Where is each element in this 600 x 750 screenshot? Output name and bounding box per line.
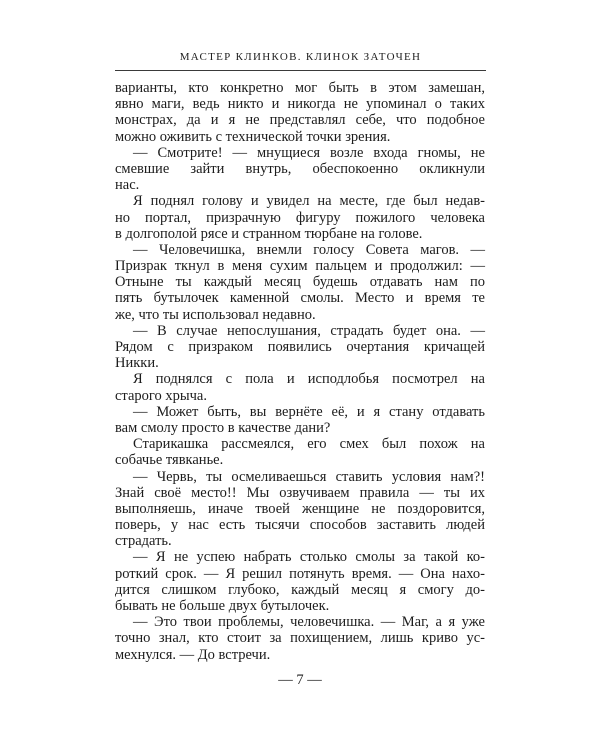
text-line: же, что ты использовал недавно. <box>115 306 316 323</box>
text-line: бывать не больше двух бутылочек. <box>115 598 330 614</box>
paragraph <box>115 614 485 663</box>
text-line: можно оживить с технической точки зрения. <box>115 128 391 145</box>
text-line: пять бутылочек каменной смолы. Место и время те <box>115 290 485 307</box>
paragraph <box>115 323 485 372</box>
text-line: — Червь, ты осмеливаешься ставить условия нам?! <box>133 468 485 485</box>
text-line: Я поднял голову и увидел на месте, где был недав- <box>133 193 485 210</box>
paragraph <box>115 145 485 194</box>
paragraph <box>115 469 485 550</box>
text-line: — В случае непослушания, страдать будет она. — <box>133 322 485 339</box>
header-rule <box>115 70 486 71</box>
text-line: в долгополой рясе и странном тюрбане на голове. <box>115 225 423 242</box>
text-line: — Я не успею набрать столько смолы за такой ко- <box>133 549 485 566</box>
text-line: Знай своё место!! Мы озвучиваем правила — ты их <box>115 484 485 501</box>
paragraph <box>115 549 485 614</box>
text-line: роткий срок. — Я решил потянуть время. — Она нахо- <box>115 565 485 582</box>
text-line: дится слишком глубоко, каждый месяц я смогу до- <box>115 581 485 598</box>
paragraph <box>115 80 485 145</box>
text-line: мехнулся. — До встречи. <box>115 646 271 663</box>
paragraph <box>115 193 485 242</box>
text-line: Призрак ткнул в меня сухим пальцем и продолжил: — <box>115 258 485 275</box>
text-line: — Может быть, вы вернёте её, и я стану отдавать <box>133 403 485 420</box>
text-line: — Смотрите! — мнущиеся возле входа гномы, не <box>133 144 485 161</box>
paragraph <box>115 436 485 468</box>
text-line: но портал, призрачную фигуру пожилого человека <box>115 209 485 226</box>
text-line: поверь, у нас есть тысячи способов заставить людей <box>115 517 485 534</box>
text-line: явно маги, ведь никто и никогда не упоминал о таких <box>115 96 485 113</box>
text-line: точно знал, кто стоит за похищением, лишь криво ус- <box>115 630 485 647</box>
text-line: старого хрыча. <box>115 387 207 404</box>
text-line: Никки. <box>115 355 159 372</box>
text-line: выполняешь, иначе твоей женщине не поздоровится, <box>115 500 485 517</box>
paragraph <box>115 404 485 436</box>
text-line: нас. <box>115 177 140 194</box>
page-number: — 7 — <box>278 672 322 688</box>
text-line: собачье тявканье. <box>115 452 224 469</box>
paragraph <box>115 242 485 323</box>
text-line: — Человечишка, внемли голосу Совета магов. — <box>133 241 485 258</box>
text-line: Старикашка рассмеялся, его смех был похож на <box>133 436 485 453</box>
text-line: вам смолу просто в качестве дани? <box>115 419 331 436</box>
text-line: Отныне ты каждый месяц будешь отдавать нам по <box>115 274 485 291</box>
text-line: страдать. <box>115 533 172 550</box>
page-body <box>115 80 485 663</box>
text-line: смевшие зайти внутрь, обеспокоенно окликнули <box>115 160 485 177</box>
paragraph <box>115 371 485 403</box>
running-head: МАСТЕР КЛИНКОВ. КЛИНОК ЗАТОЧЕН <box>179 51 422 63</box>
text-line: — Это твои проблемы, человечишка. — Маг, а я уже <box>133 614 485 631</box>
text-line: варианты, кто конкретно мог быть в этом замешан, <box>115 80 485 96</box>
text-line: Рядом с призраком появились очертания кричащей <box>115 339 485 355</box>
text-line: Я поднялся с пола и исподлобья посмотрел на <box>133 371 485 388</box>
text-line: монстрах, да и я не представлял себе, что подобное <box>115 112 485 129</box>
